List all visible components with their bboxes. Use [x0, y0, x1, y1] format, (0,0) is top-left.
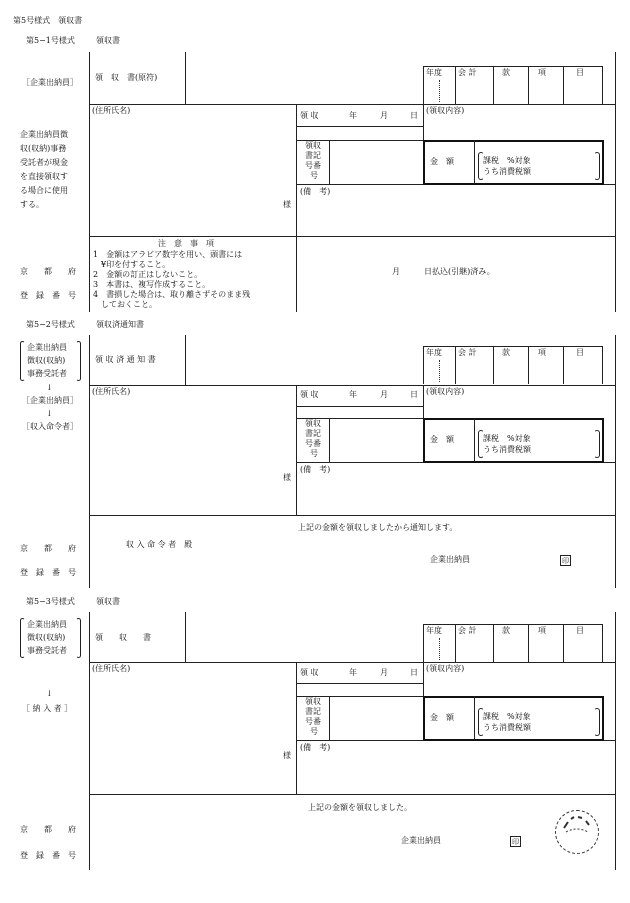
form2-left-border — [89, 335, 90, 588]
form1-row1-line — [89, 104, 615, 105]
form1-note-1: ¥印を付すること。 — [93, 260, 171, 269]
form3-right-bracket — [76, 618, 81, 658]
form1-year: 年 — [349, 111, 357, 120]
form1-address: (住所氏名) — [92, 106, 131, 115]
form1-note-0: 1 金額はアラビア数字を用い、頭書には — [93, 250, 243, 259]
form2-moku: 目 — [576, 348, 584, 357]
form1-notes-divider — [296, 236, 297, 312]
form1-doc-title: 領 収 書(原符) — [95, 73, 158, 82]
form1-row2-line — [89, 236, 615, 237]
form3-fy-dots — [439, 638, 440, 660]
form1-note-4: 4 書損した場合は、取り離さずそのまま残 — [93, 290, 251, 299]
form1-title-divider — [185, 52, 186, 104]
form1-left-desc-3: を直接領収す — [20, 172, 68, 181]
form2-mid-label: ［企業出納員］ — [22, 396, 78, 405]
form1-code: 第5−1号様式 — [26, 36, 75, 45]
form2-receipt: 領 収 — [300, 390, 319, 399]
form3-month: 月 — [380, 668, 388, 677]
form3-year: 年 — [349, 668, 357, 677]
form2-amount: 金 額 — [430, 435, 454, 444]
form1-moku: 目 — [576, 68, 584, 77]
form1-right-border — [615, 52, 616, 312]
form3-code: 第5−3号様式 — [26, 597, 75, 606]
form2-year: 年 — [349, 390, 357, 399]
form2-tax-bracket-r — [594, 430, 600, 458]
form2-receipt-no-1: 書記 — [305, 429, 321, 438]
form1-fy-dots — [439, 80, 440, 102]
form2-code: 第5−2号様式 — [26, 320, 75, 329]
form3-stamp-box: 印 — [512, 838, 519, 846]
form3-moku: 目 — [576, 626, 584, 635]
form2-tax-rate: 課税 %対象 — [483, 434, 531, 443]
form2-amount-divider — [474, 418, 475, 462]
form1-day: 日 — [410, 111, 418, 120]
form1-month: 月 — [380, 111, 388, 120]
form2-left-bracket — [20, 341, 25, 381]
form1-no-divider — [329, 140, 330, 184]
form1-sama: 様 — [283, 200, 291, 209]
form1-receipt: 領 収 — [300, 111, 319, 120]
form3-left-label-1: 徴収(収納) — [27, 633, 66, 642]
form1-kan: 款 — [502, 68, 510, 77]
form3-fy: 年度 — [426, 626, 442, 635]
form3-tax-amount: うち消費税額 — [483, 723, 531, 732]
form3-receipt-line — [296, 683, 423, 684]
form2-account: 会 計 — [458, 348, 477, 357]
form1-receipt-no-0: 領収 — [305, 141, 321, 150]
form2-remarks: (備 考) — [300, 465, 331, 474]
form1-tax-rate: 課税 %対象 — [483, 156, 531, 165]
form1-left-desc-4: る場合に使用 — [20, 186, 68, 195]
form3-bottom-label: ［ 納 入 者 ］ — [22, 704, 73, 713]
form2-content: (領収内容) — [426, 387, 465, 396]
form1-left-border — [89, 52, 90, 312]
form3-kan: 款 — [502, 626, 510, 635]
form3-arrow: ↓ — [46, 689, 53, 698]
form3-doc-title: 領 収 書 — [95, 633, 151, 642]
form2-right-border — [615, 335, 616, 588]
form2-addressee: 収 入 命 令 者 殿 — [126, 540, 193, 549]
form3-remarks: (備 考) — [300, 743, 331, 752]
form3-receipt-no-0: 領収 — [305, 697, 321, 706]
form2-left-label-0: 企業出納員 — [27, 343, 67, 352]
form1-left-desc-2: 受託者が現金 — [20, 158, 68, 167]
form2-stamp-box: 印 — [562, 557, 569, 565]
form3-receipt-no-1: 書記 — [305, 707, 321, 716]
form1-content: (領収内容) — [426, 106, 465, 115]
form2-notice: 上記の金額を領収しましたから通知します。 — [298, 523, 458, 532]
form1-receipt-no-1: 書記 — [305, 151, 321, 160]
form2-no-divider — [329, 418, 330, 462]
form1-mid-divider — [296, 104, 297, 236]
form1-notes-title: 注 意 事 項 — [158, 239, 214, 248]
form2-left-label-2: 事務受託者 — [27, 369, 67, 378]
form1-kan-cell — [493, 66, 528, 104]
form2-row2-line — [89, 515, 615, 516]
form2-sama: 様 — [283, 473, 291, 482]
form2-reg-no: 登 録 番 号 — [20, 568, 76, 577]
form1-kyoto: 京 都 府 — [20, 267, 76, 276]
form2-kan: 款 — [502, 348, 510, 357]
form3-left-border — [89, 612, 90, 870]
form1-receipt-line — [296, 126, 423, 127]
form1-left-desc-5: する。 — [20, 200, 44, 209]
form2-receipt-no-0: 領収 — [305, 419, 321, 428]
form2-receipt-no-2: 号番 — [305, 439, 321, 448]
form2-tax-amount: うち消費税額 — [483, 445, 531, 454]
form3-mid-divider — [296, 662, 297, 794]
form2-mid-divider — [296, 385, 297, 515]
form3-account: 会 計 — [458, 626, 477, 635]
form1-account: 会 計 — [458, 68, 477, 77]
form2-row1-line — [89, 385, 615, 386]
page-title: 第5号様式 領収書 — [13, 16, 83, 25]
form2-kyoto: 京 都 府 — [20, 544, 76, 553]
form1-name: 領収書 — [96, 36, 120, 45]
form2-left-label-1: 徴収(収納) — [27, 356, 66, 365]
form3-address: (住所氏名) — [92, 664, 131, 673]
form2-fy: 年度 — [426, 348, 442, 357]
form3-reg-no: 登 録 番 号 — [20, 851, 76, 860]
form3-kyoto: 京 都 府 — [20, 825, 76, 834]
form3-no-divider — [329, 696, 330, 740]
form2-arrow-1: ↓ — [46, 383, 53, 392]
form1-note-2: 2 金額の訂正はしないこと。 — [93, 270, 203, 279]
form1-receipt-no-3: 号 — [310, 171, 318, 180]
form3-row2-line — [89, 794, 615, 795]
form3-notice: 上記の金額を領収しました。 — [308, 803, 412, 812]
form1-amount-divider — [474, 140, 475, 184]
form1-bottom-right: 月 日払込(引継)済み。 — [392, 267, 495, 276]
form1-reg-no: 登 録 番 号 — [20, 291, 76, 300]
form3-content: (領収内容) — [426, 664, 465, 673]
form1-fy: 年度 — [426, 68, 442, 77]
form3-treasurer: 企業出納員 — [401, 836, 441, 845]
form2-receipt-no-3: 号 — [310, 449, 318, 458]
form2-kou: 項 — [538, 348, 546, 357]
form2-treasurer: 企業出納員 — [430, 555, 470, 564]
form2-address: (住所氏名) — [92, 387, 131, 396]
form2-receipt-line — [296, 406, 423, 407]
form3-right-border — [615, 612, 616, 870]
form2-doc-title: 領 収 済 通 知 書 — [95, 355, 156, 364]
form1-left-desc-1: 収(収納)事務 — [20, 144, 67, 153]
form2-bottom-label: ［収入命令者］ — [22, 422, 78, 431]
form1-amount: 金 額 — [430, 157, 454, 166]
form2-arrow-2: ↓ — [46, 409, 53, 418]
form2-fy-dots — [439, 360, 440, 382]
form3-kan-cell — [493, 624, 528, 662]
form1-kou: 項 — [538, 68, 546, 77]
form3-left-label-0: 企業出納員 — [27, 620, 67, 629]
form1-tax-bracket-r — [594, 152, 600, 180]
form3-kou: 項 — [538, 626, 546, 635]
form2-title-divider — [185, 335, 186, 385]
form3-receipt-no-2: 号番 — [305, 717, 321, 726]
form3-tax-rate: 課税 %対象 — [483, 712, 531, 721]
form2-day: 日 — [410, 390, 418, 399]
form1-left-desc-0: 企業出納員徴 — [20, 130, 68, 139]
form2-kan-cell — [493, 346, 528, 384]
form3-title-divider — [185, 612, 186, 662]
form1-tax-amount: うち消費税額 — [483, 167, 531, 176]
form1-note-5: しておくこと。 — [93, 300, 157, 309]
form1-left-label: ［企業出納員］ — [22, 78, 78, 87]
form3-left-bracket — [20, 618, 25, 658]
form2-month: 月 — [380, 390, 388, 399]
form3-day: 日 — [410, 668, 418, 677]
form2-right-bracket — [76, 341, 81, 381]
form1-remarks: (備 考) — [300, 187, 331, 196]
form3-receipt: 領 収 — [300, 668, 319, 677]
form3-row1-line — [89, 662, 615, 663]
form3-date-seal-icon — [555, 810, 599, 854]
form2-name: 領収済通知書 — [96, 320, 144, 329]
form3-name: 領収書 — [96, 597, 120, 606]
form1-receipt-no-2: 号番 — [305, 161, 321, 170]
form3-amount-divider — [474, 696, 475, 740]
form3-amount: 金 額 — [430, 713, 454, 722]
form3-receipt-no-3: 号 — [310, 727, 318, 736]
form3-tax-bracket-r — [594, 708, 600, 736]
form1-note-3: 3 本書は、複写作成すること。 — [93, 280, 211, 289]
form3-left-label-2: 事務受託者 — [27, 646, 67, 655]
form3-sama: 様 — [283, 751, 291, 760]
